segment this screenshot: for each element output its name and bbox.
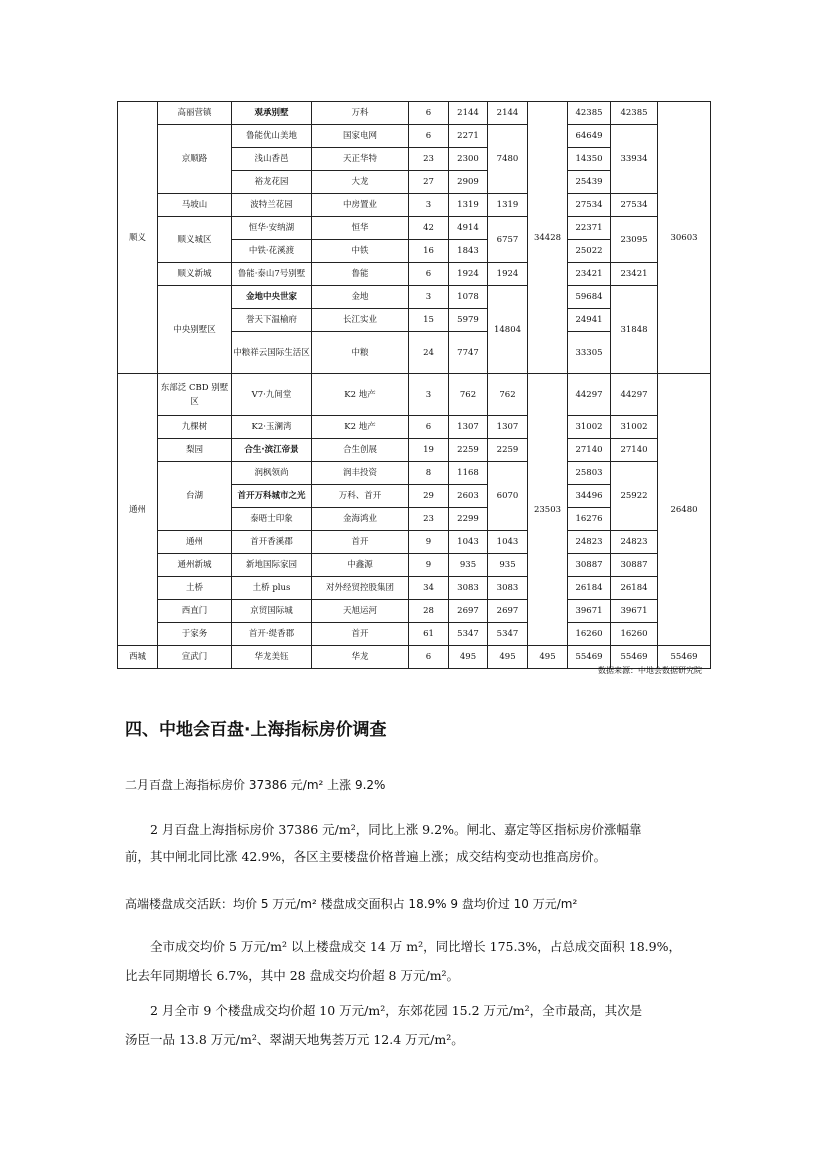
area-price-cell: 44297 [611, 374, 658, 416]
area-price-cell: 55469 [611, 646, 658, 669]
area-cell: 东部泛 CBD 别墅区 [158, 374, 232, 416]
district-sum-cell: 495 [528, 646, 568, 669]
area-value-cell: 1043 [449, 531, 488, 554]
price-cell: 25803 [568, 462, 611, 485]
developer-cell: 天旭运河 [312, 600, 409, 623]
area-value-cell: 1307 [449, 416, 488, 439]
area-price-cell: 31002 [611, 416, 658, 439]
project-cell: 誉天下温榆府 [232, 309, 312, 332]
area-price-cell: 16260 [611, 623, 658, 646]
district-sum-cell: 23503 [528, 374, 568, 646]
area-value-cell: 2144 [449, 102, 488, 125]
area-sum-cell: 6757 [488, 217, 528, 263]
area-cell: 于家务 [158, 623, 232, 646]
area-price-cell: 30887 [611, 554, 658, 577]
project-cell: 润枫领尚 [232, 462, 312, 485]
price-cell: 55469 [568, 646, 611, 669]
project-cell: 首开万科城市之光 [232, 485, 312, 508]
area-sum-cell: 495 [488, 646, 528, 669]
project-cell: 泰晤士印象 [232, 508, 312, 531]
area-price-cell: 39671 [611, 600, 658, 623]
count-cell: 3 [409, 194, 449, 217]
table-row [118, 217, 711, 240]
table-row [118, 554, 711, 577]
area-value-cell: 2300 [449, 148, 488, 171]
count-cell: 23 [409, 508, 449, 531]
project-cell: 观承别墅 [232, 102, 312, 125]
project-cell: V7·九间堂 [232, 374, 312, 416]
table-row [118, 263, 711, 286]
area-price-cell: 23421 [611, 263, 658, 286]
area-sum-cell: 3083 [488, 577, 528, 600]
developer-cell: 中粮 [312, 332, 409, 374]
table-row [118, 439, 711, 462]
area-value-cell: 2259 [449, 439, 488, 462]
area-value-cell: 7747 [449, 332, 488, 374]
area-price-cell: 33934 [611, 125, 658, 194]
paragraph-2-line-1: 全市成交均价 5 万元/m² 以上楼盘成交 14 万 m²，同比增长 175.3%，占总成交面积 18.9%， [150, 939, 681, 954]
area-value-cell: 935 [449, 554, 488, 577]
subheading-price: 二月百盘上海指标房价 37386 元/m² 上涨 9.2% [125, 778, 386, 792]
table-row [118, 600, 711, 623]
price-cell: 16260 [568, 623, 611, 646]
developer-cell: 大龙 [312, 171, 409, 194]
developer-cell: 天正华特 [312, 148, 409, 171]
area-value-cell: 2271 [449, 125, 488, 148]
count-cell: 23 [409, 148, 449, 171]
area-cell: 马坡山 [158, 194, 232, 217]
price-cell: 39671 [568, 600, 611, 623]
table-row [118, 374, 711, 416]
area-cell: 中央别墅区 [158, 286, 232, 374]
area-price-cell: 27534 [611, 194, 658, 217]
developer-cell: 中房置业 [312, 194, 409, 217]
area-cell: 通州 [158, 531, 232, 554]
area-value-cell: 495 [449, 646, 488, 669]
price-cell: 44297 [568, 374, 611, 416]
developer-cell: 金海鸿业 [312, 508, 409, 531]
area-price-cell: 26184 [611, 577, 658, 600]
area-cell: 通州新城 [158, 554, 232, 577]
district-price-cell: 30603 [658, 102, 711, 374]
area-price-cell: 25922 [611, 462, 658, 531]
count-cell: 9 [409, 531, 449, 554]
paragraph-1-line-1: 2 月百盘上海指标房价 37386 元/m²，同比上涨 9.2%。闸北、嘉定等区指标房价涨幅靠 [150, 822, 642, 837]
area-cell: 梨园 [158, 439, 232, 462]
price-cell: 27140 [568, 439, 611, 462]
area-value-cell: 3083 [449, 577, 488, 600]
price-cell: 24941 [568, 309, 611, 332]
developer-cell: 万科、首开 [312, 485, 409, 508]
table-row [118, 194, 711, 217]
data-source-note: 数据来源：中地会数据研究院 [598, 666, 702, 675]
developer-cell: 中铁 [312, 240, 409, 263]
project-cell: 浅山香邑 [232, 148, 312, 171]
count-cell: 19 [409, 439, 449, 462]
count-cell: 6 [409, 102, 449, 125]
area-value-cell: 2299 [449, 508, 488, 531]
area-price-cell: 42385 [611, 102, 658, 125]
price-cell: 25022 [568, 240, 611, 263]
area-value-cell: 2603 [449, 485, 488, 508]
area-value-cell: 1924 [449, 263, 488, 286]
area-sum-cell: 14804 [488, 286, 528, 374]
table-row [118, 623, 711, 646]
area-sum-cell: 1319 [488, 194, 528, 217]
count-cell: 61 [409, 623, 449, 646]
area-cell: 九棵树 [158, 416, 232, 439]
area-value-cell: 1078 [449, 286, 488, 309]
developer-cell: K2 地产 [312, 374, 409, 416]
count-cell: 29 [409, 485, 449, 508]
area-sum-cell: 5347 [488, 623, 528, 646]
developer-cell: 合生创展 [312, 439, 409, 462]
project-cell: K2·玉澜湾 [232, 416, 312, 439]
project-cell: 合生·滨江帝景 [232, 439, 312, 462]
area-cell: 台湖 [158, 462, 232, 531]
area-price-cell: 23095 [611, 217, 658, 263]
table-row [118, 577, 711, 600]
table-row [118, 286, 711, 309]
area-value-cell: 4914 [449, 217, 488, 240]
price-cell: 22371 [568, 217, 611, 240]
developer-cell: 首开 [312, 531, 409, 554]
project-cell: 鲁能·泰山7号别墅 [232, 263, 312, 286]
price-cell: 42385 [568, 102, 611, 125]
area-sum-cell: 935 [488, 554, 528, 577]
area-value-cell: 762 [449, 374, 488, 416]
developer-cell: 金地 [312, 286, 409, 309]
area-value-cell: 1168 [449, 462, 488, 485]
developer-cell: 长江实业 [312, 309, 409, 332]
count-cell: 3 [409, 286, 449, 309]
project-cell: 裕龙花园 [232, 171, 312, 194]
project-cell: 恒华·安纳湖 [232, 217, 312, 240]
project-cell: 波特兰花园 [232, 194, 312, 217]
price-cell: 27534 [568, 194, 611, 217]
area-sum-cell: 2259 [488, 439, 528, 462]
area-sum-cell: 1307 [488, 416, 528, 439]
price-cell: 64649 [568, 125, 611, 148]
area-sum-cell: 2144 [488, 102, 528, 125]
area-value-cell: 2697 [449, 600, 488, 623]
count-cell: 6 [409, 263, 449, 286]
price-cell: 34496 [568, 485, 611, 508]
price-cell: 33305 [568, 332, 611, 374]
district-cell: 通州 [118, 374, 158, 646]
area-price-cell: 24823 [611, 531, 658, 554]
count-cell: 27 [409, 171, 449, 194]
developer-cell: 万科 [312, 102, 409, 125]
price-cell: 14350 [568, 148, 611, 171]
count-cell: 3 [409, 374, 449, 416]
count-cell: 6 [409, 646, 449, 669]
table-row [118, 462, 711, 485]
project-cell: 首开·缇香郡 [232, 623, 312, 646]
subheading-high-end: 高端楼盘成交活跃：均价 5 万元/m² 楼盘成交面积占 18.9% 9 盘均价过 10 万元/m² [125, 897, 578, 911]
area-cell: 高丽营镇 [158, 102, 232, 125]
area-value-cell: 1843 [449, 240, 488, 263]
area-value-cell: 5979 [449, 309, 488, 332]
area-price-cell: 31848 [611, 286, 658, 374]
developer-cell: 中鑫源 [312, 554, 409, 577]
price-cell: 31002 [568, 416, 611, 439]
area-value-cell: 2909 [449, 171, 488, 194]
developer-cell: 润丰投资 [312, 462, 409, 485]
area-sum-cell: 1043 [488, 531, 528, 554]
area-cell: 顺义新城 [158, 263, 232, 286]
district-cell: 西城 [118, 646, 158, 669]
paragraph-3-line-2: 汤臣一品 13.8 万元/m²、翠湖天地隽荟万元 12.4 万元/m²。 [125, 1032, 464, 1047]
district-sum-cell: 34428 [528, 102, 568, 374]
price-cell: 24823 [568, 531, 611, 554]
developer-cell: K2 地产 [312, 416, 409, 439]
project-cell: 京贸国际城 [232, 600, 312, 623]
price-cell: 23421 [568, 263, 611, 286]
area-sum-cell: 6070 [488, 462, 528, 531]
project-cell: 华龙美钰 [232, 646, 312, 669]
project-cell: 中粮祥云国际生活区 [232, 332, 312, 374]
price-cell: 59684 [568, 286, 611, 309]
count-cell: 9 [409, 554, 449, 577]
area-cell: 西直门 [158, 600, 232, 623]
developer-cell: 华龙 [312, 646, 409, 669]
table-row [118, 102, 711, 125]
developer-cell: 鲁能 [312, 263, 409, 286]
project-cell: 土桥 plus [232, 577, 312, 600]
area-sum-cell: 1924 [488, 263, 528, 286]
table-row [118, 531, 711, 554]
project-cell: 鲁能优山美地 [232, 125, 312, 148]
project-cell: 金地中央世家 [232, 286, 312, 309]
table-row [118, 125, 711, 148]
count-cell: 28 [409, 600, 449, 623]
developer-cell: 首开 [312, 623, 409, 646]
count-cell: 24 [409, 332, 449, 374]
area-sum-cell: 7480 [488, 125, 528, 194]
developer-cell: 国家电网 [312, 125, 409, 148]
count-cell: 16 [409, 240, 449, 263]
count-cell: 42 [409, 217, 449, 240]
area-value-cell: 1319 [449, 194, 488, 217]
district-cell: 顺义 [118, 102, 158, 374]
price-cell: 25439 [568, 171, 611, 194]
project-cell: 中铁·花溪渡 [232, 240, 312, 263]
developer-cell: 恒华 [312, 217, 409, 240]
count-cell: 34 [409, 577, 449, 600]
project-cell: 首开香溪郡 [232, 531, 312, 554]
paragraph-1-line-2: 前，其中闸北同比涨 42.9%，各区主要楼盘价格普遍上涨；成交结构变动也推高房价。 [125, 849, 607, 864]
area-cell: 顺义城区 [158, 217, 232, 263]
area-sum-cell: 762 [488, 374, 528, 416]
price-table [117, 101, 711, 669]
count-cell: 6 [409, 416, 449, 439]
count-cell: 8 [409, 462, 449, 485]
area-cell: 土桥 [158, 577, 232, 600]
table-row [118, 416, 711, 439]
area-cell: 宣武门 [158, 646, 232, 669]
count-cell: 15 [409, 309, 449, 332]
project-cell: 新地国际家园 [232, 554, 312, 577]
area-value-cell: 5347 [449, 623, 488, 646]
price-cell: 26184 [568, 577, 611, 600]
paragraph-3-line-1: 2 月全市 9 个楼盘成交均价超 10 万元/m²，东郊花园 15.2 万元/m²，全市最高，其次是 [150, 1003, 643, 1018]
area-price-cell: 27140 [611, 439, 658, 462]
developer-cell: 对外经贸控股集团 [312, 577, 409, 600]
paragraph-2-line-2: 比去年同期增长 6.7%，其中 28 盘成交均价超 8 万元/m²。 [125, 968, 460, 983]
count-cell: 6 [409, 125, 449, 148]
district-price-cell: 26480 [658, 374, 711, 646]
area-sum-cell: 2697 [488, 600, 528, 623]
district-price-cell: 55469 [658, 646, 711, 669]
section-heading: 四、中地会百盘·上海指标房价调查 [125, 720, 387, 740]
area-cell: 京顺路 [158, 125, 232, 194]
price-cell: 16276 [568, 508, 611, 531]
price-cell: 30887 [568, 554, 611, 577]
